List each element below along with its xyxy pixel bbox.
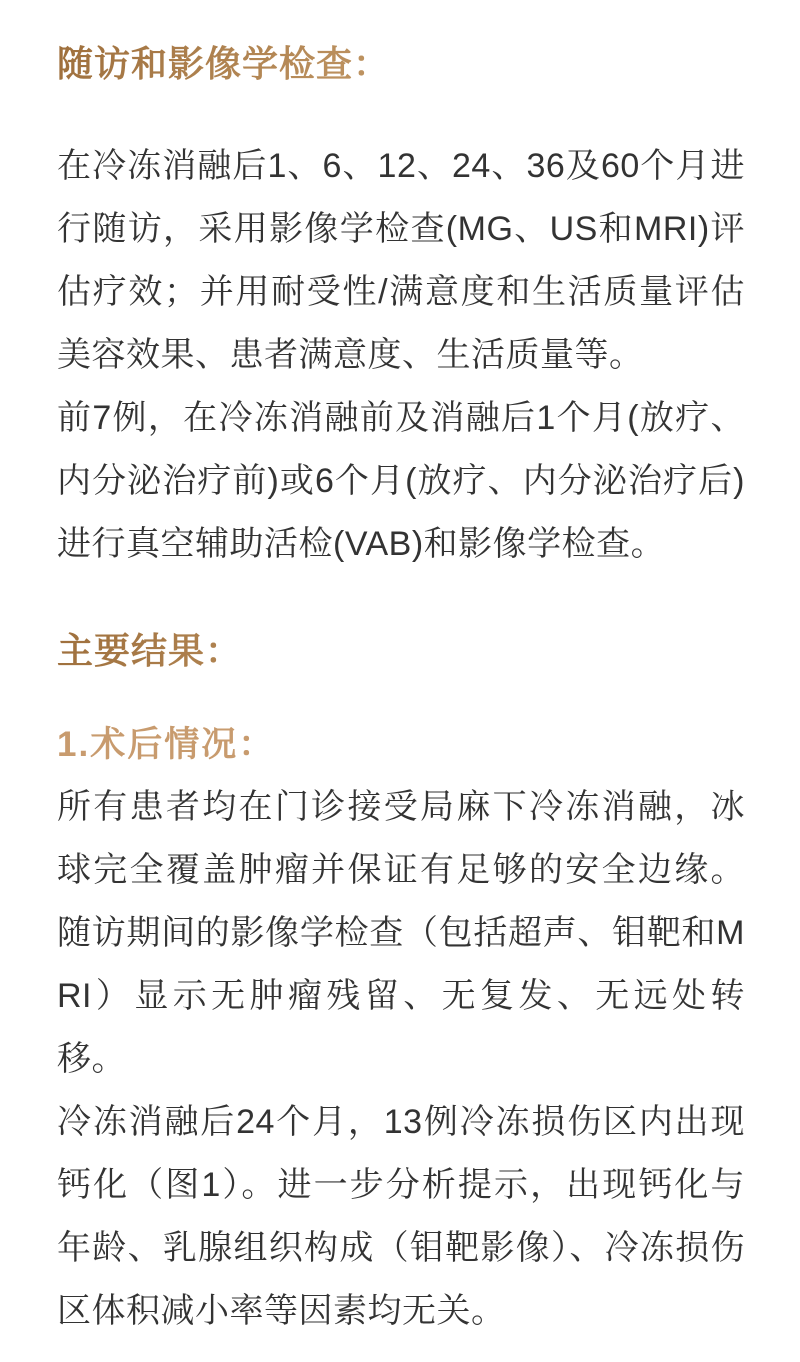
heading-main-results: 主要结果： bbox=[57, 628, 745, 674]
paragraph-postop-calcification: 冷冻消融后24个月，13例冷冻损伤区内出现钙化（图1）。进一步分析提示，出现钙化与年龄、乳腺组织构成（钼靶影像）、冷冻损伤区体积减小率等因素均无关。 bbox=[57, 1103, 745, 1330]
paragraph-followup-schedule: 在冷冻消融后1、6、12、24、36及60个月进行随访，采用影像学检查(MG、US和MRI)评估疗效；并用耐受性/满意度和生活质量评估美容效果、患者满意度、生活质量等。 bbox=[57, 147, 745, 374]
subheading-postop-status: 1.术后情况： bbox=[57, 725, 276, 764]
paragraph-postop-outcome: 所有患者均在门诊接受局麻下冷冻消融，冰球完全覆盖肿瘤并保证有足够的安全边缘。随访期间的影像学检查（包括超声、钼靶和MRI）显示无肿瘤残留、无复发、无远处转移。 bbox=[57, 788, 745, 1078]
paragraph-followup-biopsy: 前7例，在冷冻消融前及消融后1个月(放疗、内分泌治疗前)或6个月(放疗、内分泌治疗后)进行真空辅助活检(VAB)和影像学检查。 bbox=[57, 399, 745, 563]
heading-followup-imaging: 随访和影像学检查： bbox=[57, 41, 745, 87]
